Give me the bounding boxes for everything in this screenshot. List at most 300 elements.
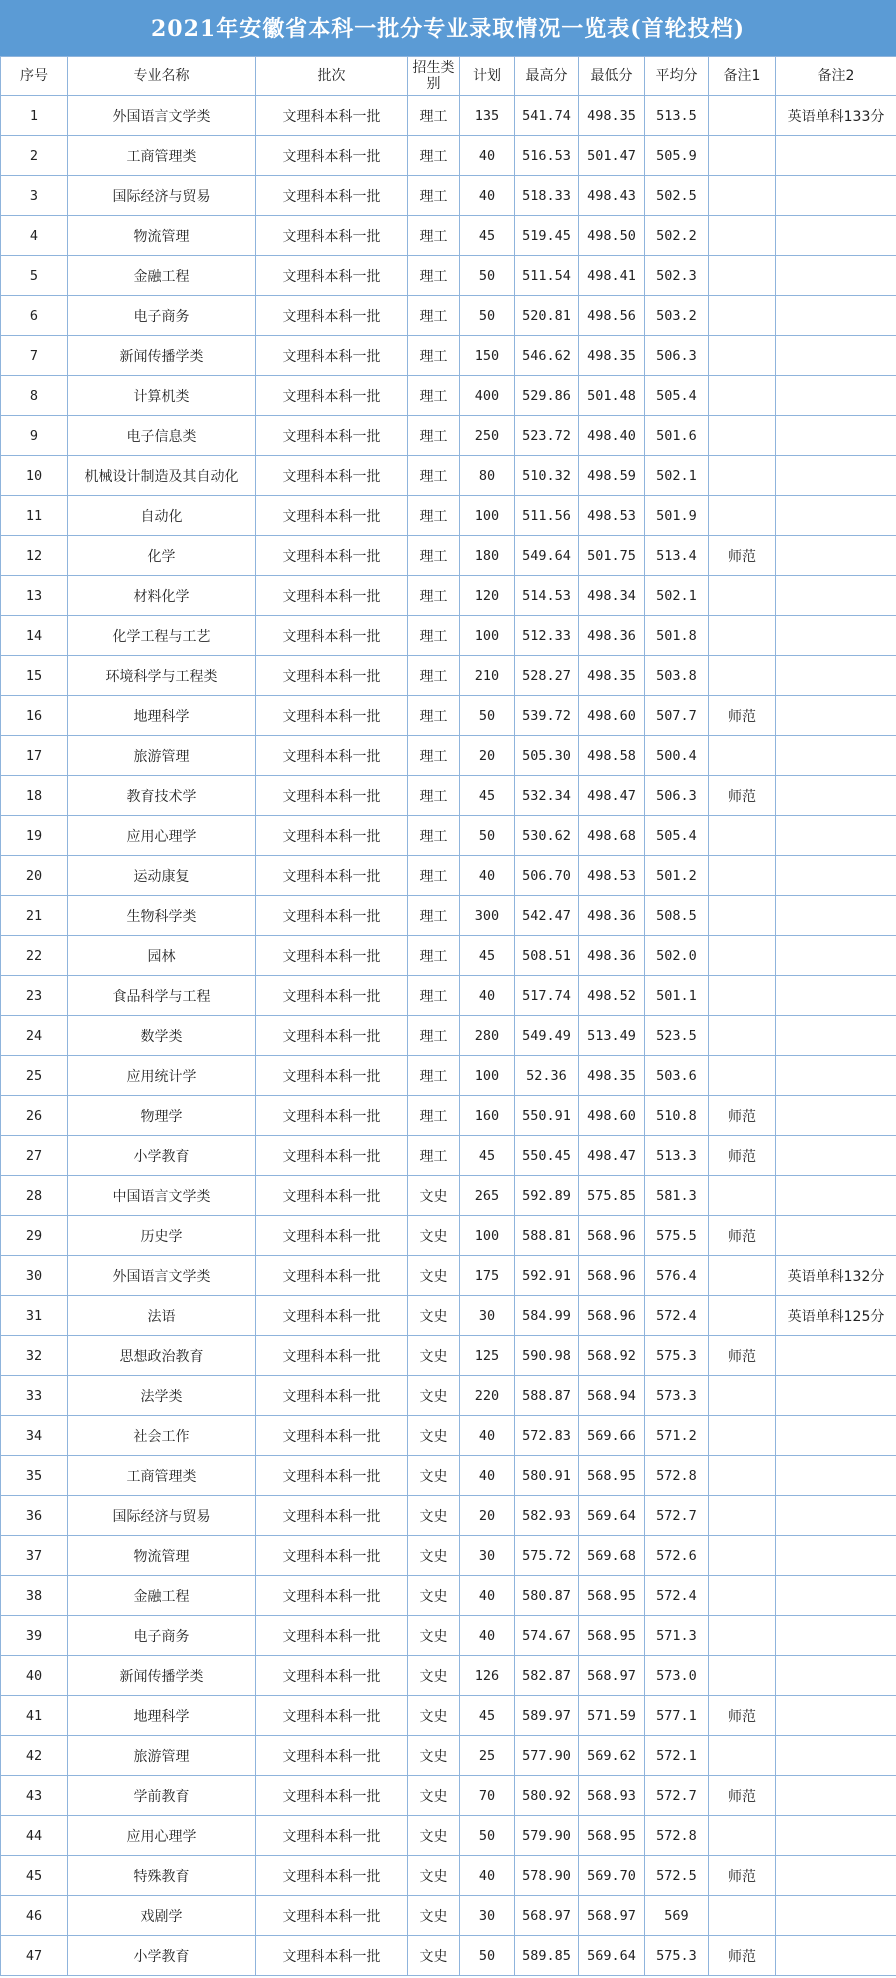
cell-note1 [709,616,776,656]
cell-note2 [776,216,896,256]
cell-batch: 文理科本科一批 [256,1536,408,1576]
cell-plan: 40 [460,1576,515,1616]
cell-max: 511.56 [515,496,579,536]
cell-plan: 280 [460,1016,515,1056]
header-plan: 计划 [460,57,515,96]
cell-category: 理工 [408,256,460,296]
cell-min: 568.97 [579,1656,645,1696]
cell-category: 理工 [408,1136,460,1176]
cell-plan: 250 [460,416,515,456]
cell-note2 [776,376,896,416]
cell-avg: 502.3 [645,256,709,296]
cell-category: 文史 [408,1576,460,1616]
cell-plan: 175 [460,1256,515,1296]
cell-avg: 577.1 [645,1696,709,1736]
cell-note2 [776,1616,896,1656]
cell-major: 物流管理 [68,1536,256,1576]
cell-category: 文史 [408,1216,460,1256]
cell-min: 568.92 [579,1336,645,1376]
cell-plan: 126 [460,1656,515,1696]
cell-category: 理工 [408,776,460,816]
table-row [1,1096,896,1136]
cell-note1 [709,256,776,296]
cell-note1: 师范 [709,696,776,736]
cell-avg: 503.8 [645,656,709,696]
cell-seq: 43 [1,1776,68,1816]
cell-note1 [709,1496,776,1536]
cell-category: 文史 [408,1616,460,1656]
cell-plan: 80 [460,456,515,496]
cell-batch: 文理科本科一批 [256,376,408,416]
cell-plan: 100 [460,1056,515,1096]
cell-category: 文史 [408,1936,460,1976]
cell-seq: 2 [1,136,68,176]
admission-table [0,56,896,1976]
cell-batch: 文理科本科一批 [256,456,408,496]
cell-min: 498.60 [579,696,645,736]
cell-category: 理工 [408,1096,460,1136]
cell-note2 [776,1536,896,1576]
cell-seq: 7 [1,336,68,376]
table-row [1,1696,896,1736]
cell-note1 [709,656,776,696]
cell-batch: 文理科本科一批 [256,296,408,336]
cell-plan: 25 [460,1736,515,1776]
table-row [1,1496,896,1536]
cell-max: 589.97 [515,1696,579,1736]
cell-seq: 1 [1,96,68,136]
cell-note2 [776,336,896,376]
cell-seq: 3 [1,176,68,216]
header-category: 招生类别 [408,57,460,96]
cell-category: 理工 [408,856,460,896]
cell-note1 [709,1656,776,1696]
cell-plan: 40 [460,1616,515,1656]
cell-note2 [776,1336,896,1376]
cell-max: 505.30 [515,736,579,776]
sheet-title: 2021年安徽省本科一批分专业录取情况一览表(首轮投档) [0,0,896,56]
cell-category: 文史 [408,1536,460,1576]
cell-avg: 573.0 [645,1656,709,1696]
cell-major: 思想政治教育 [68,1336,256,1376]
cell-max: 582.93 [515,1496,579,1536]
cell-category: 理工 [408,816,460,856]
cell-category: 理工 [408,136,460,176]
cell-seq: 44 [1,1816,68,1856]
cell-plan: 40 [460,976,515,1016]
cell-major: 社会工作 [68,1416,256,1456]
cell-note2 [776,1376,896,1416]
cell-min: 569.70 [579,1856,645,1896]
cell-plan: 220 [460,1376,515,1416]
cell-batch: 文理科本科一批 [256,856,408,896]
cell-plan: 50 [460,696,515,736]
cell-note2 [776,896,896,936]
cell-note2 [776,1656,896,1696]
cell-note1: 师范 [709,536,776,576]
cell-avg: 572.8 [645,1816,709,1856]
cell-batch: 文理科本科一批 [256,336,408,376]
cell-avg: 572.5 [645,1856,709,1896]
cell-major: 历史学 [68,1216,256,1256]
table-row [1,816,896,856]
cell-major: 生物科学类 [68,896,256,936]
cell-note1 [709,1056,776,1096]
table-row [1,376,896,416]
cell-batch: 文理科本科一批 [256,1656,408,1696]
cell-note1 [709,1816,776,1856]
cell-batch: 文理科本科一批 [256,936,408,976]
cell-max: 508.51 [515,936,579,976]
cell-note1 [709,816,776,856]
header-row [1,57,896,96]
cell-note2 [776,496,896,536]
cell-batch: 文理科本科一批 [256,576,408,616]
table-row [1,856,896,896]
cell-seq: 46 [1,1896,68,1936]
cell-note1 [709,296,776,336]
cell-major: 材料化学 [68,576,256,616]
cell-batch: 文理科本科一批 [256,1496,408,1536]
table-row [1,1856,896,1896]
cell-seq: 17 [1,736,68,776]
cell-max: 546.62 [515,336,579,376]
cell-plan: 50 [460,816,515,856]
cell-max: 506.70 [515,856,579,896]
table-row [1,1416,896,1456]
cell-min: 498.35 [579,1056,645,1096]
cell-seq: 28 [1,1176,68,1216]
cell-seq: 24 [1,1016,68,1056]
cell-note2 [776,1416,896,1456]
cell-batch: 文理科本科一批 [256,816,408,856]
cell-seq: 35 [1,1456,68,1496]
cell-category: 文史 [408,1656,460,1696]
cell-seq: 19 [1,816,68,856]
cell-max: 588.81 [515,1216,579,1256]
cell-seq: 16 [1,696,68,736]
cell-max: 549.64 [515,536,579,576]
cell-batch: 文理科本科一批 [256,96,408,136]
cell-seq: 14 [1,616,68,656]
cell-note1 [709,496,776,536]
cell-plan: 50 [460,256,515,296]
cell-note1 [709,1616,776,1656]
cell-min: 568.96 [579,1256,645,1296]
table-row [1,1256,896,1296]
cell-avg: 513.5 [645,96,709,136]
cell-min: 498.59 [579,456,645,496]
cell-plan: 40 [460,856,515,896]
cell-note1 [709,1376,776,1416]
cell-seq: 20 [1,856,68,896]
cell-note2: 英语单科132分 [776,1256,896,1296]
cell-min: 568.97 [579,1896,645,1936]
cell-batch: 文理科本科一批 [256,1096,408,1136]
cell-avg: 513.3 [645,1136,709,1176]
cell-max: 574.67 [515,1616,579,1656]
cell-note2 [776,1016,896,1056]
table-row [1,296,896,336]
cell-category: 理工 [408,576,460,616]
cell-category: 理工 [408,896,460,936]
cell-batch: 文理科本科一批 [256,656,408,696]
cell-min: 568.95 [579,1816,645,1856]
cell-note1 [709,1416,776,1456]
cell-batch: 文理科本科一批 [256,1216,408,1256]
cell-major: 物理学 [68,1096,256,1136]
cell-note1: 师范 [709,1136,776,1176]
cell-avg: 572.7 [645,1776,709,1816]
cell-max: 592.91 [515,1256,579,1296]
cell-batch: 文理科本科一批 [256,1696,408,1736]
cell-batch: 文理科本科一批 [256,256,408,296]
cell-plan: 40 [460,1416,515,1456]
cell-avg: 500.4 [645,736,709,776]
cell-min: 498.35 [579,656,645,696]
cell-seq: 11 [1,496,68,536]
cell-avg: 575.5 [645,1216,709,1256]
cell-batch: 文理科本科一批 [256,696,408,736]
header-avg: 平均分 [645,57,709,96]
cell-plan: 100 [460,1216,515,1256]
cell-avg: 513.4 [645,536,709,576]
cell-note2 [776,416,896,456]
cell-category: 理工 [408,336,460,376]
cell-note1 [709,1016,776,1056]
cell-plan: 400 [460,376,515,416]
header-note2: 备注2 [776,57,896,96]
cell-note2 [776,696,896,736]
cell-max: 529.86 [515,376,579,416]
cell-seq: 21 [1,896,68,936]
table-row [1,976,896,1016]
cell-seq: 36 [1,1496,68,1536]
table-row [1,1936,896,1976]
cell-batch: 文理科本科一批 [256,536,408,576]
table-row [1,1296,896,1336]
cell-avg: 502.1 [645,576,709,616]
cell-note2 [776,1216,896,1256]
cell-note1 [709,96,776,136]
cell-batch: 文理科本科一批 [256,976,408,1016]
table-row [1,656,896,696]
cell-plan: 45 [460,776,515,816]
cell-avg: 501.6 [645,416,709,456]
cell-major: 应用心理学 [68,1816,256,1856]
cell-max: 575.72 [515,1536,579,1576]
cell-major: 数学类 [68,1016,256,1056]
table-row [1,1536,896,1576]
cell-min: 498.68 [579,816,645,856]
cell-note1 [709,1536,776,1576]
cell-major: 环境科学与工程类 [68,656,256,696]
cell-max: 520.81 [515,296,579,336]
cell-avg: 572.4 [645,1296,709,1336]
cell-note2 [776,1176,896,1216]
cell-category: 文史 [408,1256,460,1296]
cell-avg: 572.1 [645,1736,709,1776]
cell-batch: 文理科本科一批 [256,1336,408,1376]
cell-category: 文史 [408,1856,460,1896]
cell-note1 [709,1736,776,1776]
cell-max: 572.83 [515,1416,579,1456]
table-row [1,1216,896,1256]
cell-category: 理工 [408,496,460,536]
cell-max: 523.72 [515,416,579,456]
cell-min: 498.50 [579,216,645,256]
cell-min: 571.59 [579,1696,645,1736]
cell-plan: 135 [460,96,515,136]
cell-max: 582.87 [515,1656,579,1696]
cell-category: 理工 [408,976,460,1016]
cell-category: 文史 [408,1376,460,1416]
cell-note2 [776,576,896,616]
cell-plan: 180 [460,536,515,576]
cell-max: 530.62 [515,816,579,856]
cell-category: 理工 [408,296,460,336]
cell-batch: 文理科本科一批 [256,216,408,256]
table-row [1,1656,896,1696]
table-row [1,1816,896,1856]
cell-seq: 9 [1,416,68,456]
cell-min: 498.43 [579,176,645,216]
cell-min: 498.53 [579,856,645,896]
cell-major: 应用统计学 [68,1056,256,1096]
cell-plan: 45 [460,1696,515,1736]
cell-major: 金融工程 [68,256,256,296]
cell-category: 文史 [408,1176,460,1216]
cell-batch: 文理科本科一批 [256,1176,408,1216]
cell-min: 498.36 [579,936,645,976]
cell-note1 [709,336,776,376]
cell-seq: 13 [1,576,68,616]
cell-batch: 文理科本科一批 [256,416,408,456]
cell-seq: 6 [1,296,68,336]
cell-seq: 10 [1,456,68,496]
cell-min: 501.75 [579,536,645,576]
cell-avg: 506.3 [645,336,709,376]
header-min: 最低分 [579,57,645,96]
cell-major: 教育技术学 [68,776,256,816]
cell-category: 文史 [408,1496,460,1536]
cell-max: 516.53 [515,136,579,176]
cell-plan: 300 [460,896,515,936]
cell-plan: 30 [460,1536,515,1576]
cell-category: 文史 [408,1776,460,1816]
cell-note2 [776,1856,896,1896]
cell-plan: 120 [460,576,515,616]
cell-major: 戏剧学 [68,1896,256,1936]
cell-plan: 150 [460,336,515,376]
cell-note2 [776,1736,896,1776]
cell-note2 [776,976,896,1016]
cell-min: 498.58 [579,736,645,776]
cell-seq: 22 [1,936,68,976]
cell-seq: 37 [1,1536,68,1576]
cell-note2 [776,176,896,216]
cell-category: 文史 [408,1816,460,1856]
cell-note2 [776,816,896,856]
cell-plan: 30 [460,1296,515,1336]
cell-major: 地理科学 [68,1696,256,1736]
cell-batch: 文理科本科一批 [256,1376,408,1416]
cell-min: 568.94 [579,1376,645,1416]
cell-major: 国际经济与贸易 [68,176,256,216]
cell-seq: 34 [1,1416,68,1456]
table-row [1,336,896,376]
cell-min: 498.40 [579,416,645,456]
cell-note2 [776,1136,896,1176]
cell-major: 工商管理类 [68,136,256,176]
cell-batch: 文理科本科一批 [256,1056,408,1096]
cell-batch: 文理科本科一批 [256,496,408,536]
cell-max: 52.36 [515,1056,579,1096]
table-row [1,1456,896,1496]
cell-max: 539.72 [515,696,579,736]
cell-max: 568.97 [515,1896,579,1936]
cell-plan: 40 [460,136,515,176]
cell-seq: 5 [1,256,68,296]
cell-major: 旅游管理 [68,736,256,776]
table-row [1,1176,896,1216]
cell-category: 理工 [408,536,460,576]
cell-note1: 师范 [709,1096,776,1136]
cell-category: 理工 [408,376,460,416]
cell-note2 [776,1936,896,1976]
cell-min: 569.64 [579,1936,645,1976]
cell-plan: 50 [460,1816,515,1856]
header-major: 专业名称 [68,57,256,96]
cell-note1 [709,1576,776,1616]
cell-major: 特殊教育 [68,1856,256,1896]
cell-note2 [776,536,896,576]
cell-avg: 575.3 [645,1336,709,1376]
table-row [1,736,896,776]
cell-major: 自动化 [68,496,256,536]
cell-avg: 506.3 [645,776,709,816]
cell-avg: 581.3 [645,1176,709,1216]
cell-avg: 502.0 [645,936,709,976]
cell-note2 [776,456,896,496]
table-row [1,216,896,256]
cell-note1 [709,1896,776,1936]
cell-min: 569.68 [579,1536,645,1576]
header-max: 最高分 [515,57,579,96]
cell-note1 [709,1176,776,1216]
cell-note1: 师范 [709,1856,776,1896]
cell-max: 588.87 [515,1376,579,1416]
cell-major: 法学类 [68,1376,256,1416]
cell-note1: 师范 [709,1936,776,1976]
table-row [1,1736,896,1776]
cell-max: 592.89 [515,1176,579,1216]
cell-category: 理工 [408,456,460,496]
table-row [1,416,896,456]
cell-avg: 569 [645,1896,709,1936]
cell-min: 498.56 [579,296,645,336]
cell-seq: 29 [1,1216,68,1256]
cell-batch: 文理科本科一批 [256,1896,408,1936]
cell-note1 [709,976,776,1016]
cell-major: 电子商务 [68,1616,256,1656]
cell-avg: 502.2 [645,216,709,256]
cell-plan: 40 [460,176,515,216]
cell-major: 国际经济与贸易 [68,1496,256,1536]
cell-note2 [776,136,896,176]
cell-note1 [709,1456,776,1496]
cell-major: 中国语言文学类 [68,1176,256,1216]
